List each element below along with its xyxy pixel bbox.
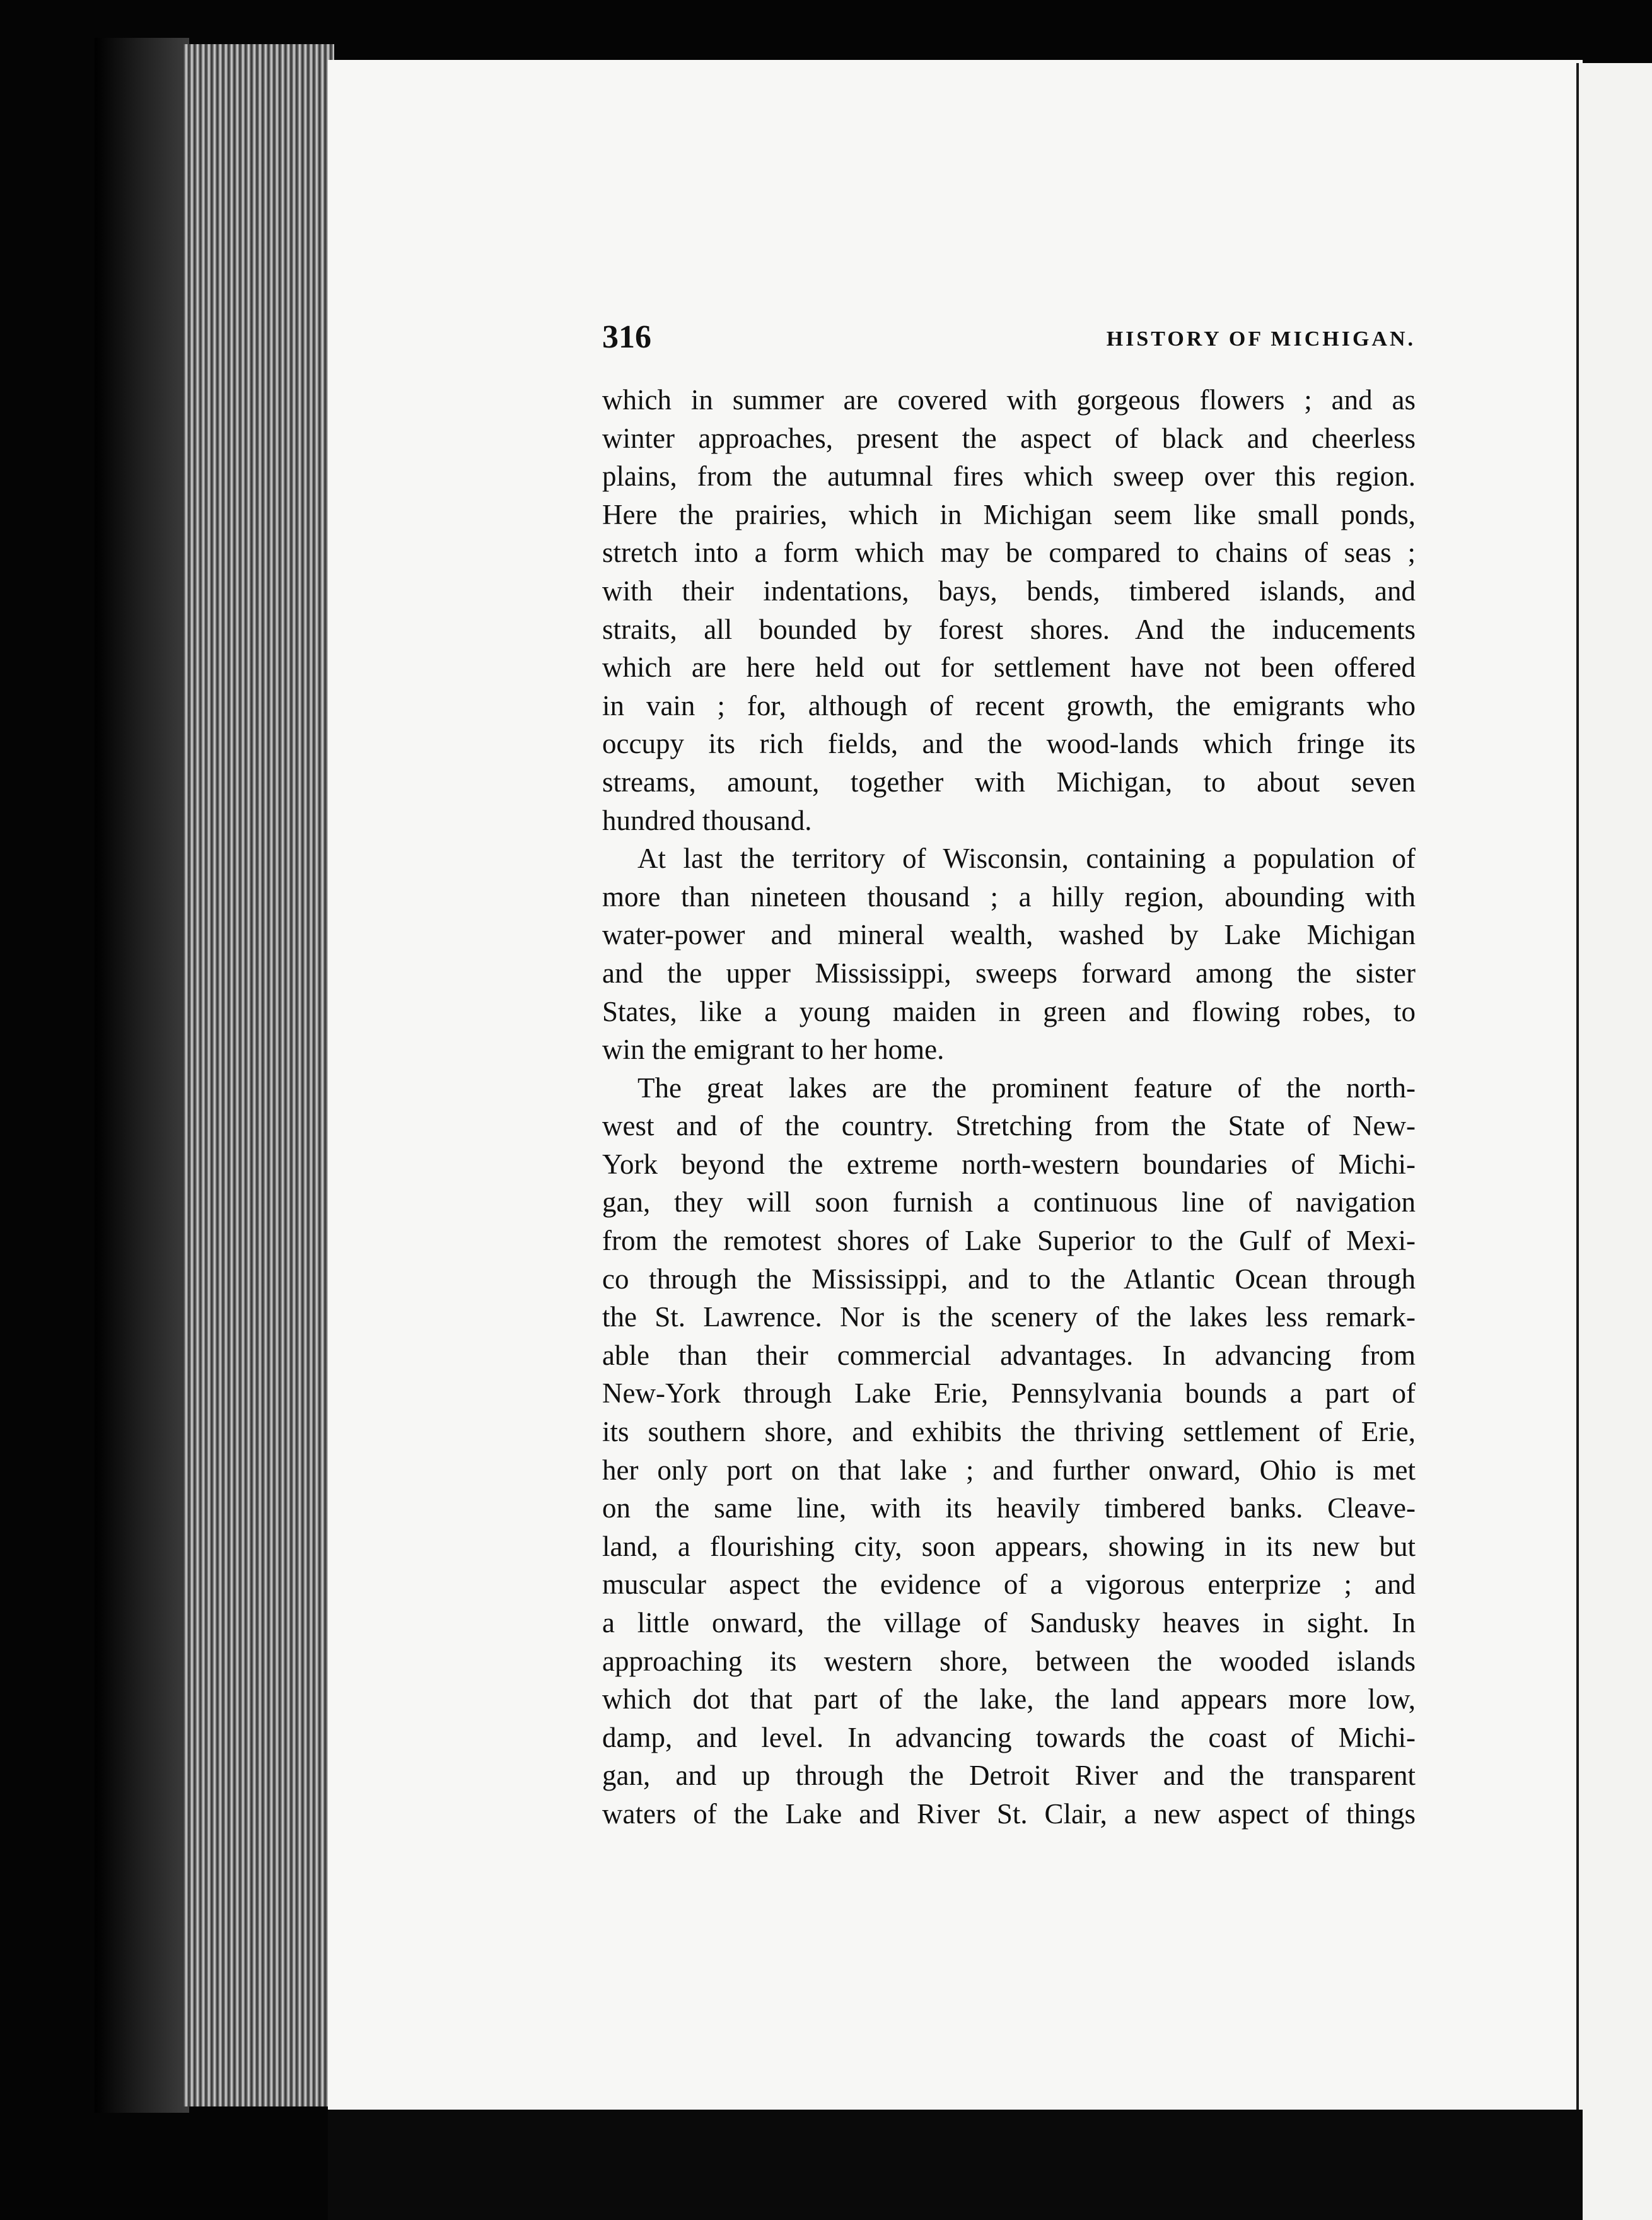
text-line: stretch into a form which may be compared to chains of seas ;: [602, 537, 1416, 569]
text-line: gan, and up through the Detroit River and the transparent: [602, 1760, 1416, 1792]
stacked-page-edges: [183, 44, 334, 2106]
text-line: muscular aspect the evidence of a vigorous enterprize ; and: [602, 1569, 1416, 1601]
text-line: Here the prairies, which in Michigan seem like small ponds,: [602, 498, 1416, 530]
text-line: land, a flourishing city, soon appears, showing in its new but: [602, 1530, 1416, 1562]
text-line: damp, and level. In advancing towards the coast of Michi-: [602, 1721, 1416, 1753]
body-text: [602, 381, 1416, 1833]
text-line: and the upper Mississippi, sweeps forward among the sister: [602, 957, 1416, 989]
text-line: gan, they will soon furnish a continuous line of navigation: [602, 1186, 1416, 1218]
text-line: which dot that part of the lake, the land appears more low,: [602, 1683, 1416, 1715]
book-gutter-shadow: [95, 38, 189, 2113]
text-line: water-power and mineral wealth, washed by Lake Michigan: [602, 919, 1416, 951]
text-line: straits, all bounded by forest shores. And the inducements: [602, 613, 1416, 645]
text-line: from the remotest shores of Lake Superior to the Gulf of Mexi-: [602, 1225, 1416, 1257]
paragraph: [602, 839, 1416, 1069]
text-line: her only port on that lake ; and further onward, Ohio is met: [602, 1454, 1416, 1486]
text-line: west and of the country. Stretching from the State of New-: [602, 1110, 1416, 1142]
text-line: York beyond the extreme north-western boundaries of Michi-: [602, 1148, 1416, 1180]
text-line: plains, from the autumnal fires which sweep over this region.: [602, 460, 1416, 493]
running-title: HISTORY OF MICHIGAN.: [1106, 327, 1416, 351]
scan-bottom-border: [328, 2110, 1583, 2220]
text-line: its southern shore, and exhibits the thriving settlement of Erie,: [602, 1416, 1416, 1448]
text-line: occupy its rich fields, and the wood-lands which fringe its: [602, 728, 1416, 760]
text-line: New-York through Lake Erie, Pennsylvania bounds a part of: [602, 1377, 1416, 1410]
text-line: more than nineteen thousand ; a hilly region, abounding with: [602, 880, 1416, 913]
text-line: approaching its western shore, between the wooded islands: [602, 1645, 1416, 1677]
text-line: streams, amount, together with Michigan, to about seven: [602, 766, 1416, 798]
text-line: with their indentations, bays, bends, timbered islands, and: [602, 575, 1416, 607]
text-line: win the emigrant to her home.: [602, 1034, 945, 1066]
text-line: co through the Mississippi, and to the Atlantic Ocean through: [602, 1263, 1416, 1295]
page-number: 316: [602, 319, 651, 355]
text-line: in vain ; for, although of recent growth, the emigrants who: [602, 689, 1416, 722]
text-line: winter approaches, present the aspect of black and cheerless: [602, 422, 1416, 454]
text-line: which are here held out for settlement have not been offered: [602, 651, 1416, 684]
text-line: which in summer are covered with gorgeous flowers ; and as: [602, 384, 1416, 416]
text-line: States, like a young maiden in green and flowing robes, to: [602, 995, 1416, 1027]
text-line: At last the territory of Wisconsin, containing a population of: [637, 843, 1416, 875]
text-line: hundred thousand.: [602, 804, 812, 836]
text-line: able than their commercial advantages. In advancing from: [602, 1339, 1416, 1371]
text-line: The great lakes are the prominent feature of the north-: [637, 1072, 1416, 1104]
paragraph: [602, 1069, 1416, 1833]
text-line: the St. Lawrence. Nor is the scenery of the lakes less remark-: [602, 1301, 1416, 1333]
text-line: waters of the Lake and River St. Clair, a new aspect of things: [602, 1797, 1416, 1830]
facing-page-edge: [1576, 63, 1652, 2220]
paragraph: [602, 381, 1416, 839]
text-line: a little onward, the village of Sandusky heaves in sight. In: [602, 1607, 1416, 1639]
text-line: on the same line, with its heavily timbered banks. Cleave-: [602, 1492, 1416, 1524]
page-header: [602, 318, 1416, 363]
